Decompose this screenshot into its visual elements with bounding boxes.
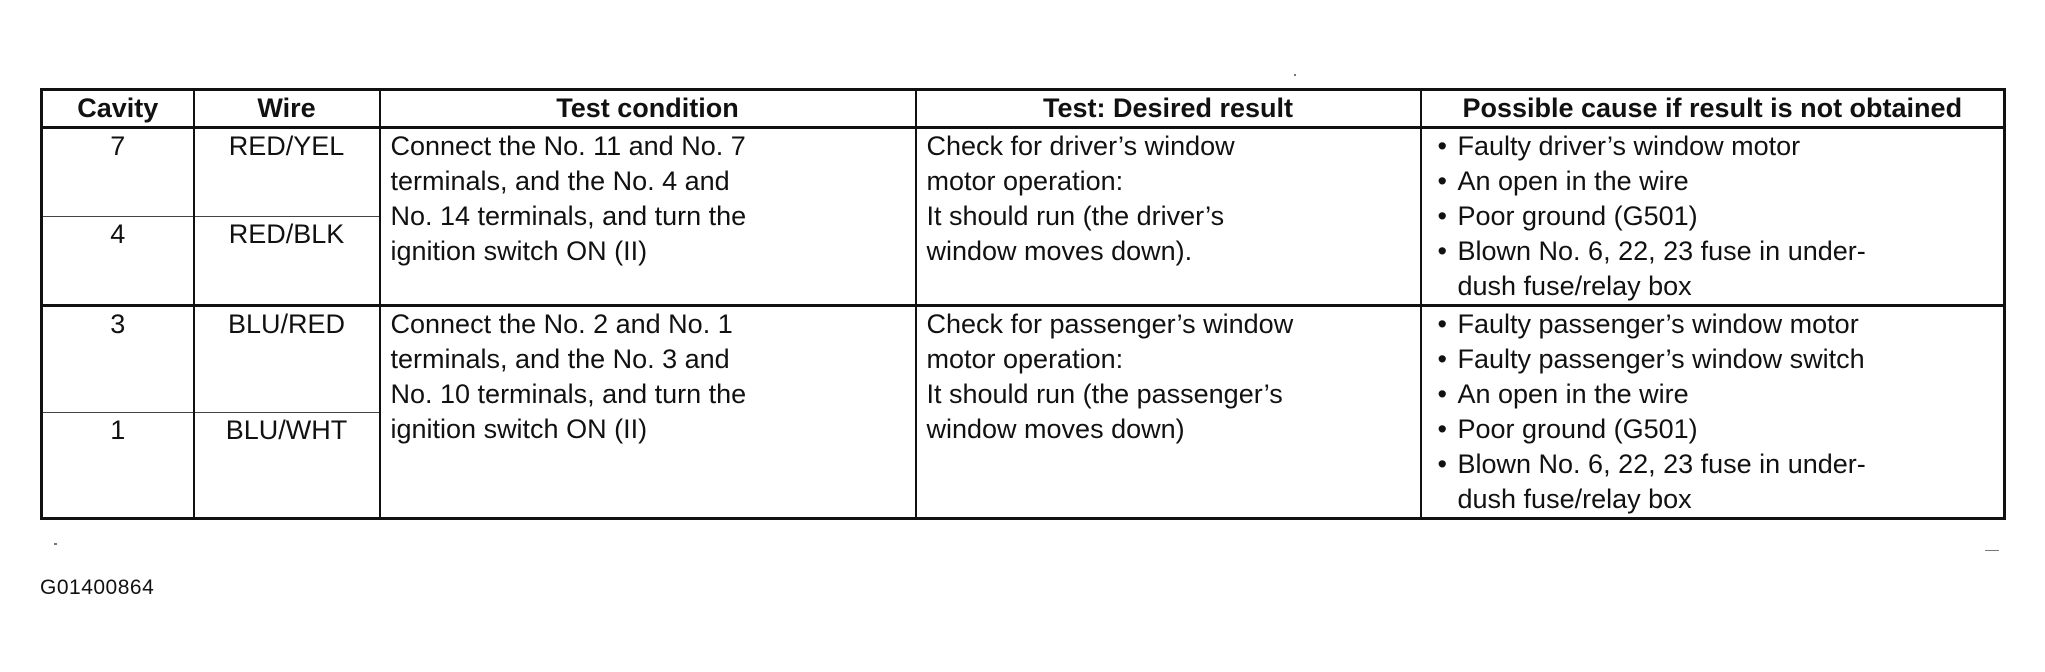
desired-result-cell bbox=[916, 306, 1421, 519]
cause-text: Faulty passenger’s window switch bbox=[1457, 344, 1865, 374]
header-desired-result: Test: Desired result bbox=[916, 90, 1421, 128]
desired-result-line: Check for driver’s window bbox=[926, 131, 1235, 161]
table-row bbox=[42, 128, 2005, 217]
test-condition-line: Connect the No. 2 and No. 1 bbox=[390, 309, 733, 339]
cause-item: • An open in the wire bbox=[1437, 166, 1689, 196]
header-possible-cause: Possible cause if result is not obtained bbox=[1421, 90, 2005, 128]
desired-result-line: motor operation: bbox=[926, 344, 1124, 374]
test-condition-line: Connect the No. 11 and No. 7 bbox=[390, 131, 746, 161]
cause-text-continued: dush fuse/relay box bbox=[1457, 484, 1692, 514]
cause-text: Blown No. 6, 22, 23 fuse in under- bbox=[1457, 236, 1866, 266]
cause-text-continued: dush fuse/relay box bbox=[1457, 271, 1692, 301]
cause-item: • Faulty passenger’s window motor bbox=[1437, 309, 1859, 339]
test-condition-line: ignition switch ON (II) bbox=[390, 236, 648, 266]
cause-item: • Blown No. 6, 22, 23 fuse in under- dush fuse/relay box bbox=[1432, 234, 1994, 304]
scan-speck bbox=[1985, 550, 1999, 551]
scan-speck bbox=[1294, 74, 1296, 76]
figure-id: G01400864 bbox=[40, 576, 155, 599]
cause-item: • Faulty driver’s window motor bbox=[1437, 131, 1801, 161]
header-cavity: Cavity bbox=[42, 90, 194, 128]
cause-text: Faulty driver’s window motor bbox=[1457, 131, 1801, 161]
cause-list bbox=[1432, 307, 1994, 517]
header-wire: Wire bbox=[194, 90, 380, 128]
cause-item: • Poor ground (G501) bbox=[1437, 201, 1698, 231]
test-condition-line: No. 14 terminals, and turn the bbox=[390, 201, 747, 231]
cavity-cell: 4 bbox=[42, 217, 194, 306]
cause-item: • Faulty passenger’s window switch bbox=[1437, 344, 1865, 374]
cavity-cell: 1 bbox=[42, 412, 194, 519]
cause-text: An open in the wire bbox=[1457, 166, 1689, 196]
scan-speck bbox=[54, 543, 57, 545]
test-condition-cell bbox=[380, 128, 916, 306]
desired-result-line: Check for passenger’s window bbox=[926, 309, 1294, 339]
wiring-test-table bbox=[40, 88, 2006, 520]
test-condition-line: No. 10 terminals, and turn the bbox=[390, 379, 747, 409]
cause-text: Blown No. 6, 22, 23 fuse in under- bbox=[1457, 449, 1866, 479]
test-condition-line: terminals, and the No. 4 and bbox=[390, 166, 730, 196]
header-row bbox=[42, 90, 2005, 128]
desired-result-line: window moves down) bbox=[926, 414, 1185, 444]
wire-cell: BLU/RED bbox=[194, 306, 380, 413]
wire-cell: BLU/WHT bbox=[194, 412, 380, 519]
desired-result-line: window moves down). bbox=[926, 236, 1193, 266]
cause-text: An open in the wire bbox=[1457, 379, 1689, 409]
possible-cause-cell bbox=[1421, 128, 2005, 306]
cause-text: Poor ground (G501) bbox=[1457, 414, 1698, 444]
desired-result-line: motor operation: bbox=[926, 166, 1124, 196]
cause-list bbox=[1432, 129, 1994, 304]
test-condition-cell bbox=[380, 306, 916, 519]
cavity-cell: 3 bbox=[42, 306, 194, 413]
table-row bbox=[42, 306, 2005, 413]
test-condition-line: ignition switch ON (II) bbox=[390, 414, 648, 444]
desired-result-line: It should run (the driver’s bbox=[926, 201, 1225, 231]
cavity-cell: 7 bbox=[42, 128, 194, 217]
desired-result-line: It should run (the passenger’s bbox=[926, 379, 1283, 409]
cause-item: • Poor ground (G501) bbox=[1437, 414, 1698, 444]
cause-text: Poor ground (G501) bbox=[1457, 201, 1698, 231]
cause-item: • Blown No. 6, 22, 23 fuse in under- dush fuse/relay box bbox=[1432, 447, 1994, 517]
wire-cell: RED/BLK bbox=[194, 217, 380, 306]
desired-result-cell bbox=[916, 128, 1421, 306]
header-test-condition: Test condition bbox=[380, 90, 916, 128]
possible-cause-cell bbox=[1421, 306, 2005, 519]
wiring-test-table-sheet bbox=[40, 88, 2003, 520]
wire-cell: RED/YEL bbox=[194, 128, 380, 217]
test-condition-line: terminals, and the No. 3 and bbox=[390, 344, 730, 374]
cause-item: • An open in the wire bbox=[1437, 379, 1689, 409]
cause-text: Faulty passenger’s window motor bbox=[1457, 309, 1859, 339]
